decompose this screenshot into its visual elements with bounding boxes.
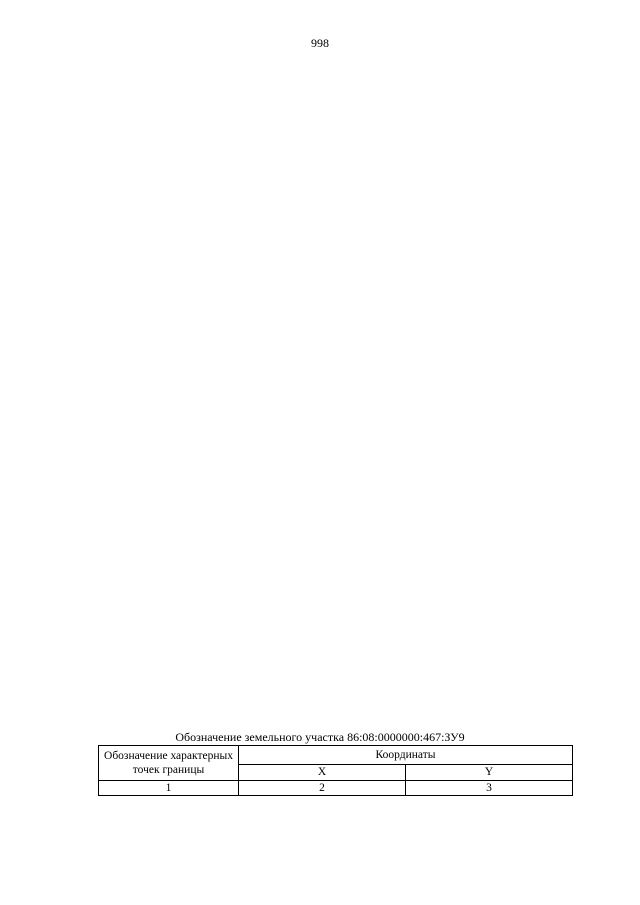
header-coordinates: Координаты — [239, 746, 573, 765]
column-number: 3 — [406, 780, 573, 796]
header-points: Обозначение характерных точек границы — [99, 746, 239, 781]
column-number: 1 — [99, 780, 239, 796]
header-x: X — [239, 765, 406, 781]
parcel-coordinates-table — [98, 745, 573, 796]
column-number-row — [99, 780, 573, 796]
column-number: 2 — [239, 780, 406, 796]
page-number: 998 — [311, 36, 329, 50]
section-title: Обозначение земельного участка 86:08:0000000:467:ЗУ9 — [175, 730, 465, 744]
header-y: Y — [406, 765, 573, 781]
